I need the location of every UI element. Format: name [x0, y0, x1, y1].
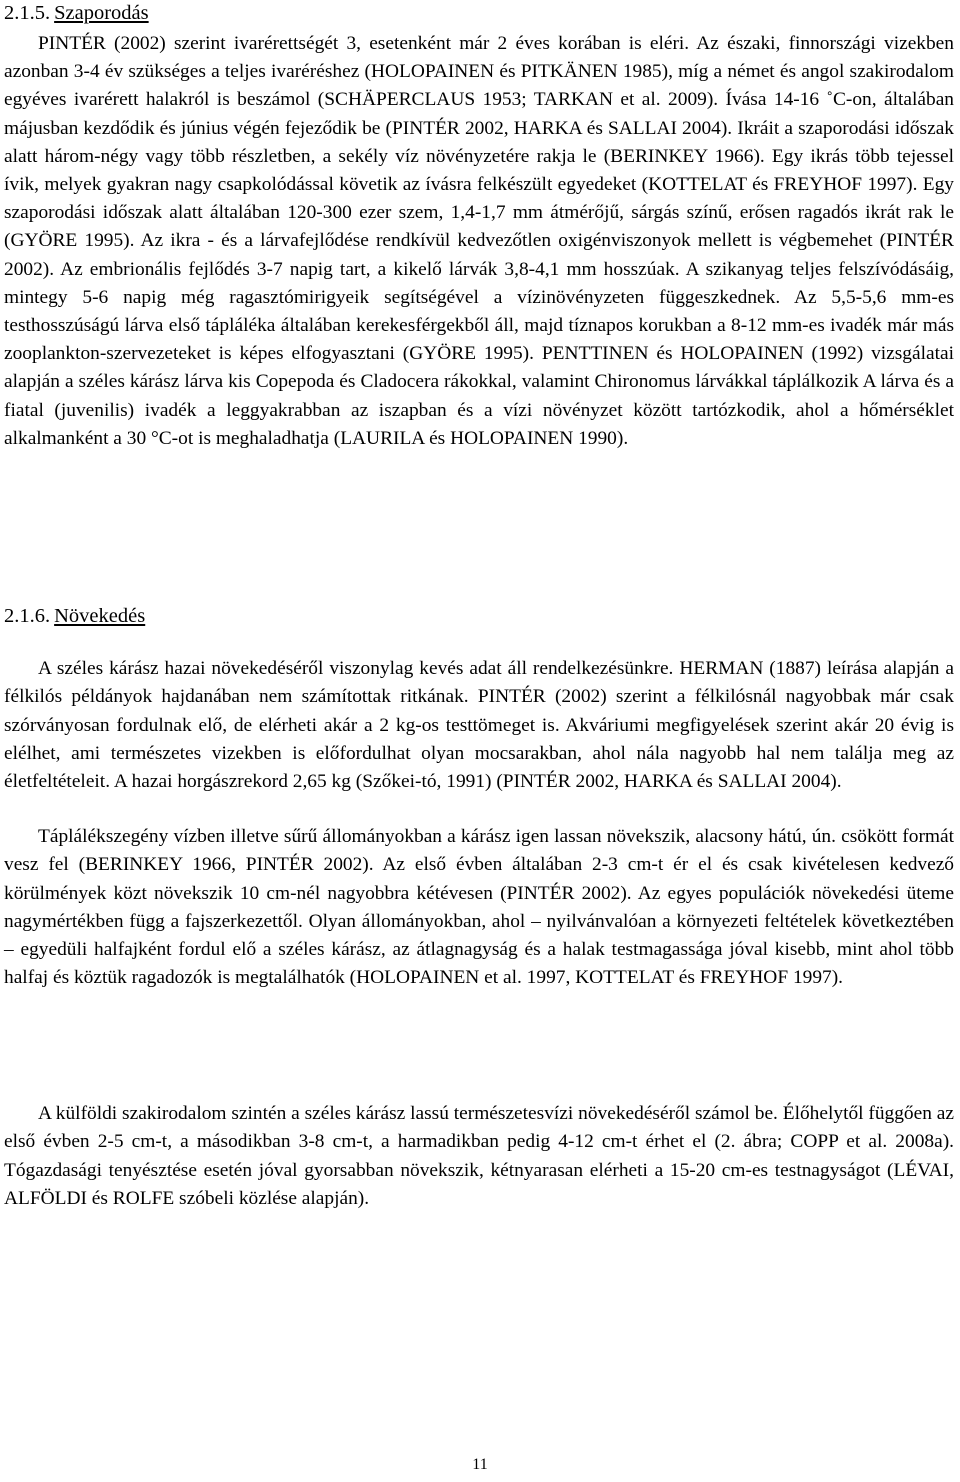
section-number: 2.1.6.: [4, 605, 51, 627]
body-paragraph: A széles kárász hazai növekedéséről viszonylag kevés adat áll rendelkezésünkre. HERMAN (1887) leírása alapján a félkilós példányok hajdanában nem számítottak ritkának. PINTÉR (2002) szerint a félkilósnál nagyobbak már csak szórványosan fordulnak elő, de elérheti akár a 2 kg-os testtömeget is. Akváriumi megfigyelések szerint akár 20 évig is elélhet, ami természetes vizekben is előfordulhat olyan mocsarakban, ahol nála nagyobb hal nem találja meg az életfeltételeit. A hazai horgászrekord 2,65 kg (Szőkei-tó, 1991) (PINTÉR 2002, HARKA és SALLAI 2004).: [4, 658, 954, 793]
page-number: 11: [472, 1456, 488, 1473]
section-heading-novekedes: [4, 603, 145, 629]
section-title: Szaporodás: [54, 2, 149, 24]
section-heading-szaporodas: [4, 0, 149, 26]
section-title: Növekedés: [54, 605, 146, 627]
section-number: 2.1.5.: [4, 2, 51, 24]
body-paragraph: Táplálékszegény vízben illetve sűrű állományokban a kárász igen lassan növekszik, alacsony hátú, ún. csökött formát vesz fel (BERINKEY 1966, PINTÉR 2002). Az első évben általában 2-3 cm-t ér el és csak kivételesen kedvező körülmények közt növekszik 10 cm-nél nagyobbra kétévesen (PINTÉR 2002). Az egyes populációk növekedési üteme nagymértékben függ a fajszerkezettől. Olyan állományokban, ahol – nyilvánvalóan a környezeti feltételek következtében – egyedüli halfajként fordul elő a széles kárász, az átlagnagyság és a halak testmagassága jóval kisebb, mint ahol több halfaj és köztük ragadozók is megtalálhatók (HOLOPAINEN et al. 1997, KOTTELAT és FREYHOF 1997).: [4, 826, 954, 989]
body-paragraph: PINTÉR (2002) szerint ivarérettségét 3, esetenként már 2 éves korában is eléri. Az északi, finnországi vizekben azonban 3-4 év szükséges a teljes ivaréréshez (HOLOPAINEN és PITKÄNEN 1985), míg a német és angol szakirodalom egyéves ivarérett halakról is beszámol (SCHÄPERCLAUS 1953; TARKAN et al. 2009). Ívása 14-16 ˚C-on, általában májusban kezdődik és június végén fejeződik be (PINTÉR 2002, HARKA és SALLAI 2004). Ikráit a szaporodási időszak alatt három-négy vagy több részletben, a sekély víz növényzetére rakja le (BERINKEY 1966). Egy ikrás több tejessel ívik, melyek gyakran nagy csapkolódással követik az ívásra felkészült egyedeket (KOTTELAT és FREYHOF 1997). Egy szaporodási időszak alatt általában 120-300 ezer szem, 1,4-1,7 mm átmérőjű, sárgás színű, erősen ragadós ikrát rak le (GYÖRE 1995). Az ikra - és a lárvafejlődése rendkívül kedvezőtlen oxigénviszonyok mellett is végbemehet (PINTÉR 2002). Az embrionális fejlődés 3-7 napig tart, a kikelő lárvák 3,8-4,1 mm hosszúak. A szikanyag teljes felszívódásáig, mintegy 5-6 napig még ragasztómirigyeik segítségével a vízinövényzeten függeszkednek. Az 5,5-5,6 mm-es testhosszúságú lárva első tápláléka általában kerekesférgekből áll, majd tíznapos korukban a 8-12 mm-es ivadék már más zooplankton-szervezeteket is képes elfogyasztani (GYÖRE 1995). PENTTINEN és HOLOPAINEN (1992) vizsgálatai alapján a széles kárász lárva kis Copepoda és Cladocera rákokkal, valamint Chironomus lárvákkal táplálkozik A lárva és a fiatal (juvenilis) ivadék a leggyakrabban az iszapban és a vízi növényzet között tartózkodik, ahol a hőmérséklet alkalmanként a 30 °C-ot is meghaladhatja (LAURILA és HOLOPAINEN 1990).: [4, 33, 954, 449]
body-paragraph: A külföldi szakirodalom szintén a széles kárász lassú természetesvízi növekedéséről számol be. Élőhelytől függően az első évben 2-5 cm-t, a másodikban 3-8 cm-t, a harmadikban pedig 4-12 cm-t érhet el (2. ábra; COPP et al. 2008a). Tógazdasági tenyésztése esetén jóval gyorsabban növekszik, kétnyarasan elérheti a 15-20 cm-es testnagyságot (LÉVAI, ALFÖLDI és ROLFE szóbeli közlése alapján).: [4, 1103, 954, 1209]
